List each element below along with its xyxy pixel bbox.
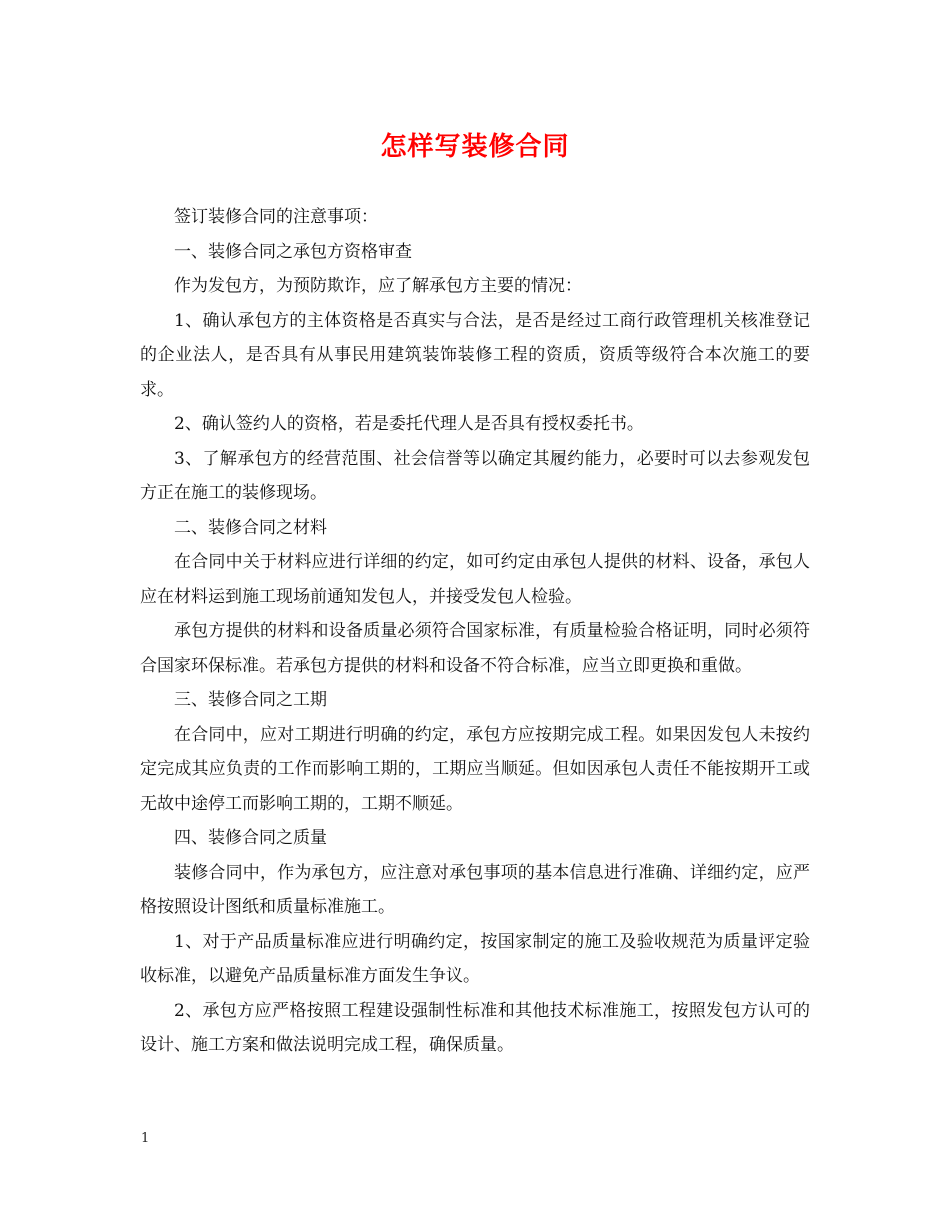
paragraph: 2、承包方应严格按照工程建设强制性标准和其他技术标准施工，按照发包方认可的设计、施工方案和做法说明完成工程，确保质量。 [140,1000,810,1055]
section-heading: 四、装修合同之质量 [174,828,327,848]
paragraph: 在合同中，应对工期进行明确的约定，承包方应按期完成工程。如果因发包人未按约定完成其应负责的工作而影响工期的，工期应当顺延。但如因承包人责任不能按期开工或无故中途停工而影响工期的，工期不顺延。 [140,724,810,814]
paragraph: 装修合同中，作为承包方，应注意对承包事项的基本信息进行准确、详细约定，应严格按照设计图纸和质量标准施工。 [140,862,810,917]
paragraph: 3、了解承包方的经营范围、社会信誉等以确定其履约能力，必要时可以去参观发包方正在施工的装修现场。 [140,448,810,503]
section-heading: 一、装修合同之承包方资格审查 [174,241,412,262]
page-number: 1 [141,1131,150,1146]
paragraph: 1、确认承包方的主体资格是否真实与合法，是否是经过工商行政管理机关核准登记的企业法人，是否具有从事民用建筑装饰装修工程的资质，资质等级符合本次施工的要求。 [140,310,810,400]
paragraph: 在合同中关于材料应进行详细的约定，如可约定由承包人提供的材料、设备，承包人应在材料运到施工现场前通知发包人，并接受发包人检验。 [140,552,810,607]
paragraph: 1、对于产品质量标准应进行明确约定，按国家制定的施工及验收规范为质量评定验收标准，以避免产品质量标准方面发生争议。 [140,931,810,986]
paragraph: 作为发包方，为预防欺诈，应了解承包方主要的情况： [174,276,582,296]
paragraph: 承包方提供的材料和设备质量必须符合国家标准，有质量检验合格证明，同时必须符合国家环保标准。若承包方提供的材料和设备不符合标准，应当立即更换和重做。 [140,621,810,676]
section-heading: 三、装修合同之工期 [174,690,327,710]
paragraph: 2、确认签约人的资格，若是委托代理人是否具有授权委托书。 [174,414,644,434]
document-body [140,200,810,1063]
document-title: 怎样写装修合同 [380,132,570,162]
section-heading: 二、装修合同之材料 [174,517,327,538]
paragraph: 签订装修合同的注意事项： [174,207,378,227]
